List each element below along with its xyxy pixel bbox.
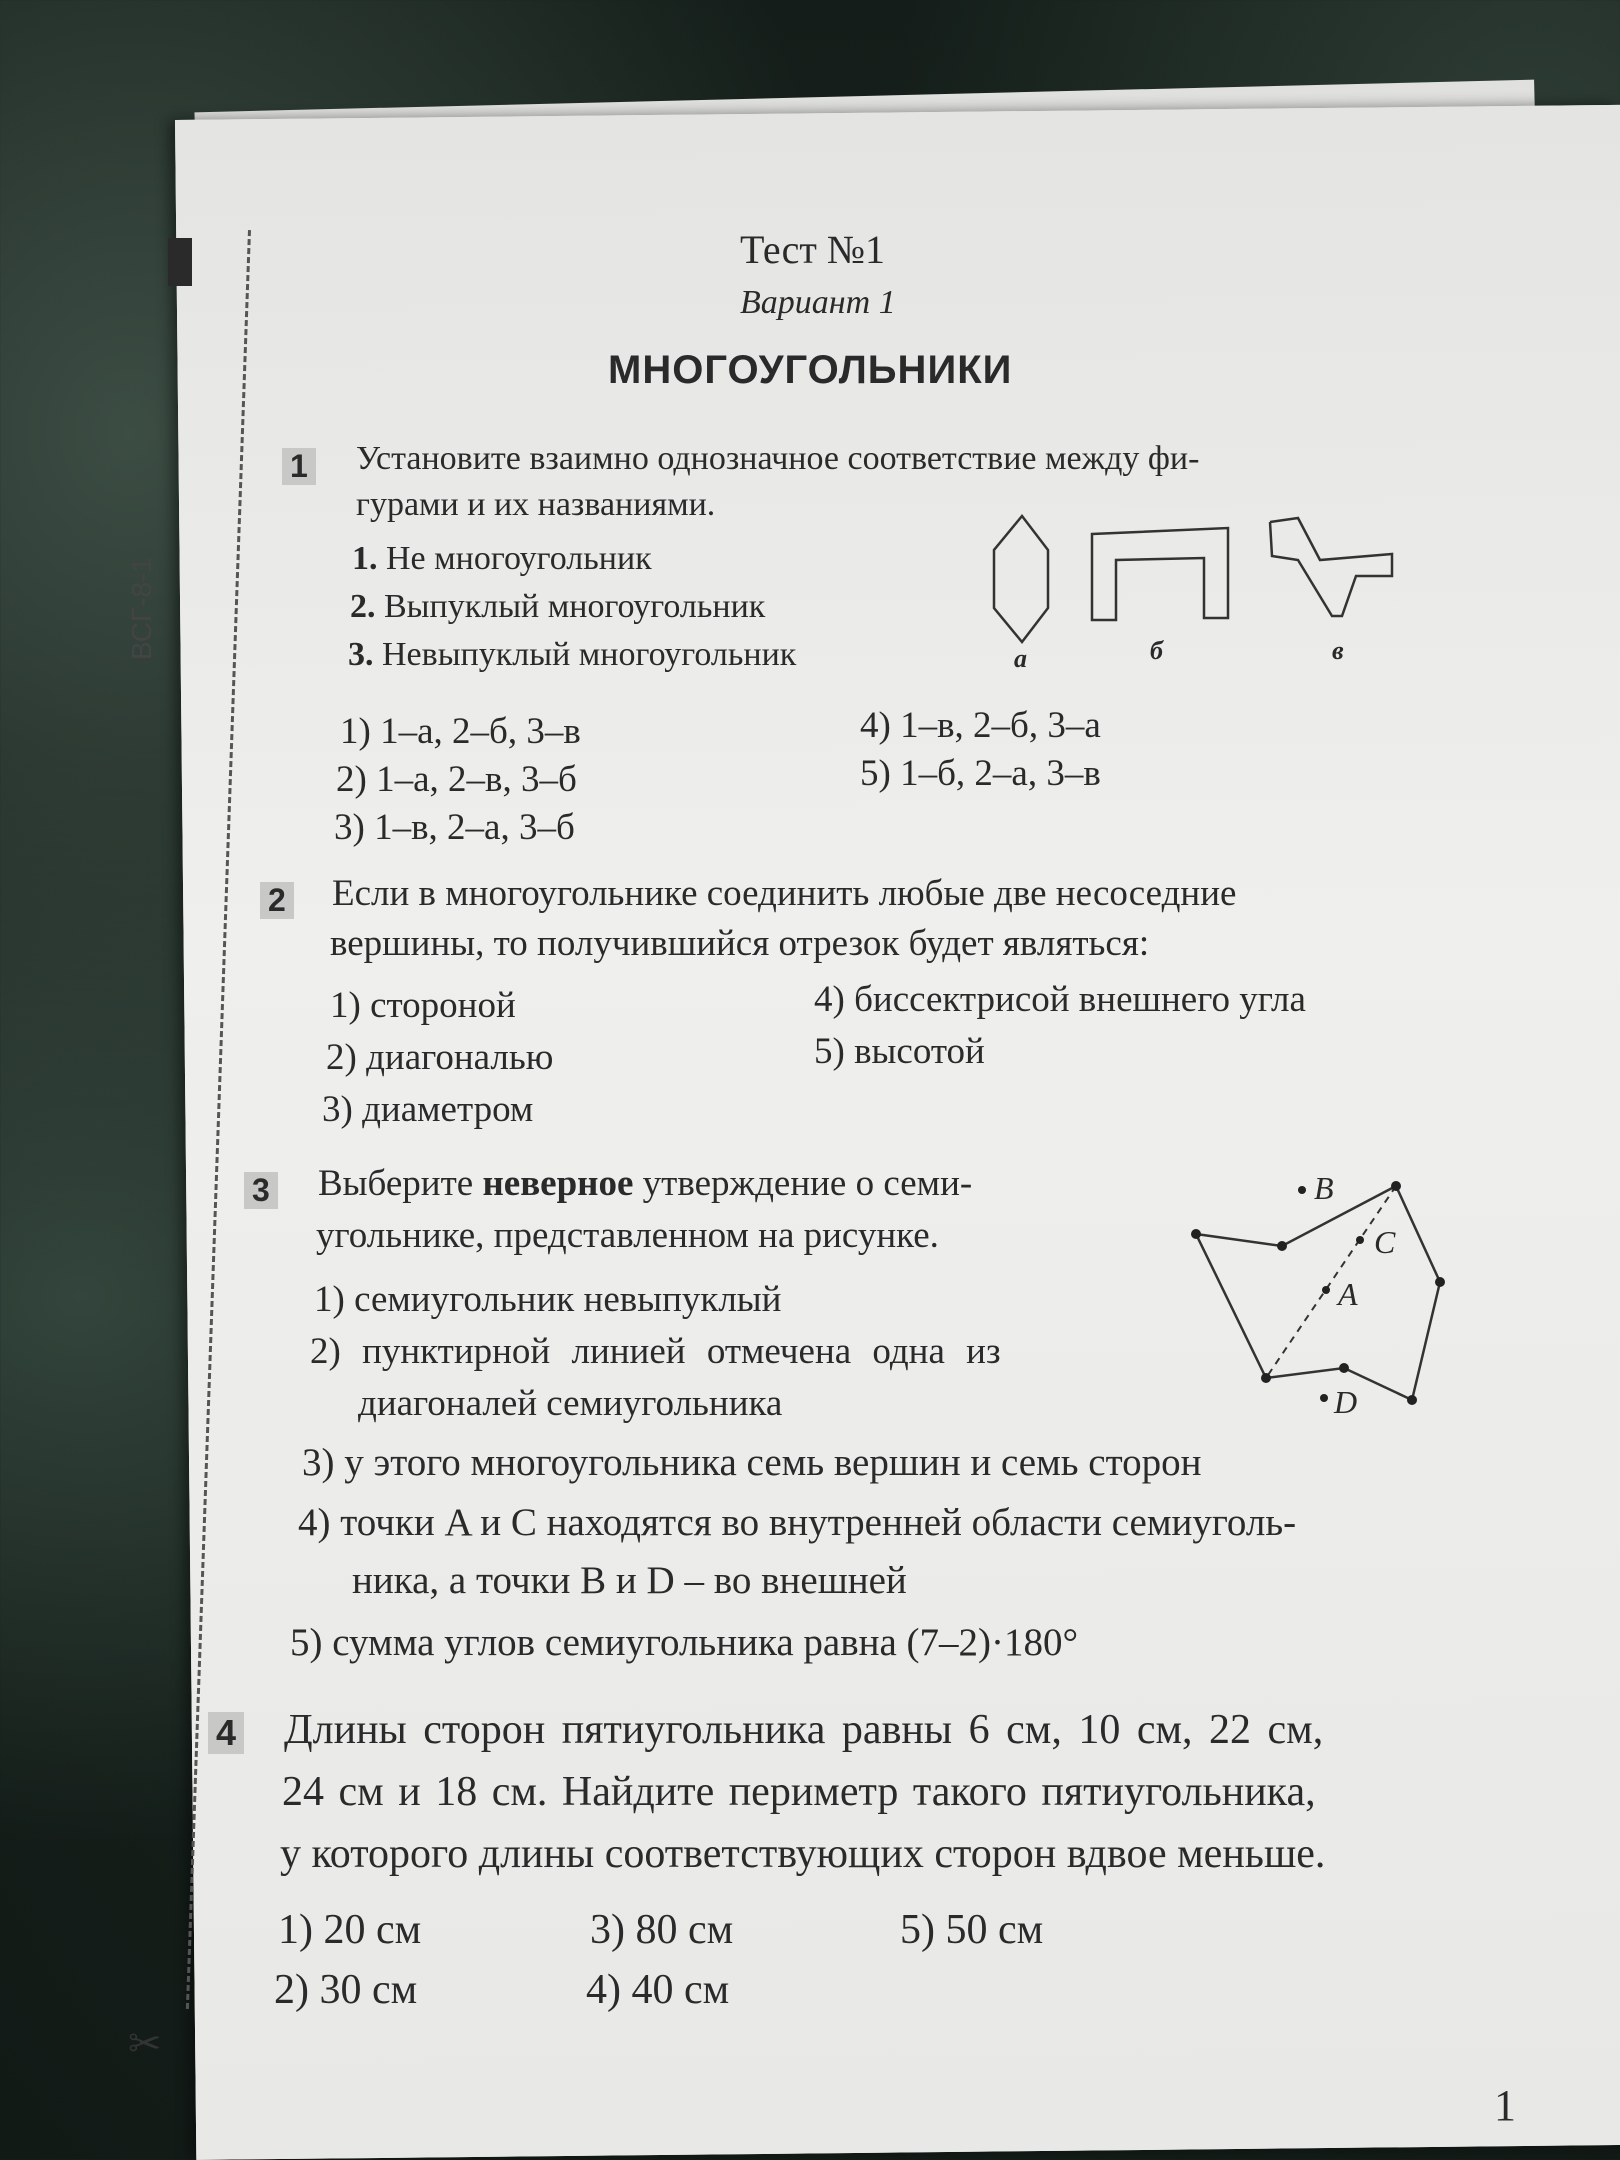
q4-answer-1: 1) 20 см bbox=[278, 1907, 422, 1953]
q2-answer-4: 4) биссектрисой внешнего угла bbox=[814, 979, 1306, 1020]
q1-answer-1: 1) 1–а, 2–б, 3–в bbox=[340, 711, 581, 752]
question-number-4: 4 bbox=[208, 1712, 244, 1754]
question-number-1: 1 bbox=[282, 448, 316, 485]
q3-answer-1: 1) семиугольник невыпуклый bbox=[314, 1279, 782, 1320]
question-number-2: 2 bbox=[260, 882, 294, 919]
q2-answer-3: 3) диаметром bbox=[322, 1089, 534, 1130]
figure-b-u-shape bbox=[1090, 524, 1240, 634]
q3-answer-5: 5) сумма углов семиугольника равна (7–2)·180° bbox=[290, 1621, 1079, 1664]
q1-item-3: 3. Невыпуклый многоугольник bbox=[348, 636, 797, 673]
q1-answer-3: 3) 1–в, 2–а, 3–б bbox=[334, 807, 575, 848]
q3-answer-2: 2) пунктирной линией отмечена одна из bbox=[310, 1331, 1001, 1372]
test-title: Тест №1 bbox=[740, 227, 886, 272]
q4-answer-4: 4) 40 см bbox=[586, 1967, 730, 2013]
q2-text-line2: вершины, то получившийся отрезок будет являться: bbox=[330, 923, 1150, 964]
q3-answer-4-cont: ника, а точки B и D – во внешней bbox=[352, 1559, 907, 1602]
page-number: 1 bbox=[1494, 2081, 1516, 2130]
q3-text-line1: Выберите неверное утверждение о семи- bbox=[318, 1163, 973, 1204]
heptagon-figure bbox=[1186, 1176, 1446, 1416]
question-number-3: 3 bbox=[244, 1172, 278, 1209]
scissors-icon: ✂ bbox=[128, 2021, 162, 2066]
q3-answer-4: 4) точки A и C находятся во внутренней области семиуголь- bbox=[298, 1501, 1297, 1544]
point-label-c: C bbox=[1374, 1224, 1396, 1260]
q2-answer-5: 5) высотой bbox=[814, 1031, 985, 1072]
point-label-b: B bbox=[1314, 1170, 1334, 1206]
q4-text-line1: Длины сторон пятиугольника равны 6 см, 10 см, 22 см, bbox=[284, 1707, 1324, 1753]
q4-answer-2: 2) 30 см bbox=[274, 1967, 418, 2013]
q1-answer-2: 2) 1–а, 2–в, 3–б bbox=[336, 759, 577, 800]
side-code: ВСГ-8-1 bbox=[126, 557, 157, 660]
q4-text-line3: у которого длины соответствующих сторон вдвое меньше. bbox=[280, 1831, 1326, 1877]
q4-answer-5: 5) 50 см bbox=[900, 1907, 1044, 1953]
figure-label-c: в bbox=[1332, 636, 1344, 665]
figure-label-a: а bbox=[1014, 644, 1027, 673]
figure-label-b: б bbox=[1150, 636, 1163, 665]
q1-item-2: 2. Выпуклый многоугольник bbox=[350, 588, 766, 625]
page-heading: МНОГОУГОЛЬНИКИ bbox=[608, 348, 1013, 392]
q2-answer-1: 1) стороной bbox=[330, 985, 516, 1026]
q3-answer-2-cont: диагоналей семиугольника bbox=[358, 1383, 783, 1424]
q4-text-line2: 24 см и 18 см. Найдите периметр такого пятиугольника, bbox=[282, 1769, 1316, 1815]
q4-answer-3: 3) 80 см bbox=[590, 1907, 734, 1953]
q1-answer-4: 4) 1–в, 2–б, 3–а bbox=[860, 705, 1101, 746]
variant-label: Вариант 1 bbox=[740, 284, 896, 321]
figure-c-crossed-shape bbox=[1268, 516, 1408, 626]
figure-a-hexagon bbox=[990, 516, 1070, 646]
q1-text-line2: гурами и их названиями. bbox=[356, 486, 716, 523]
q3-answer-3: 3) у этого многоугольника семь вершин и семь сторон bbox=[302, 1441, 1202, 1484]
q2-text-line1: Если в многоугольнике соединить любые две несоседние bbox=[332, 873, 1237, 914]
q3-text-line2: угольнике, представленном на рисунке. bbox=[316, 1215, 939, 1256]
point-label-d: D bbox=[1334, 1384, 1358, 1420]
q1-text-line1: Установите взаимно однозначное соответствие между фи- bbox=[356, 440, 1200, 477]
q1-answer-5: 5) 1–б, 2–а, 3–в bbox=[860, 753, 1101, 794]
q2-answer-2: 2) диагональю bbox=[326, 1037, 554, 1078]
point-label-a: A bbox=[1338, 1276, 1358, 1312]
q1-item-1: 1. Не многоугольник bbox=[352, 540, 652, 577]
